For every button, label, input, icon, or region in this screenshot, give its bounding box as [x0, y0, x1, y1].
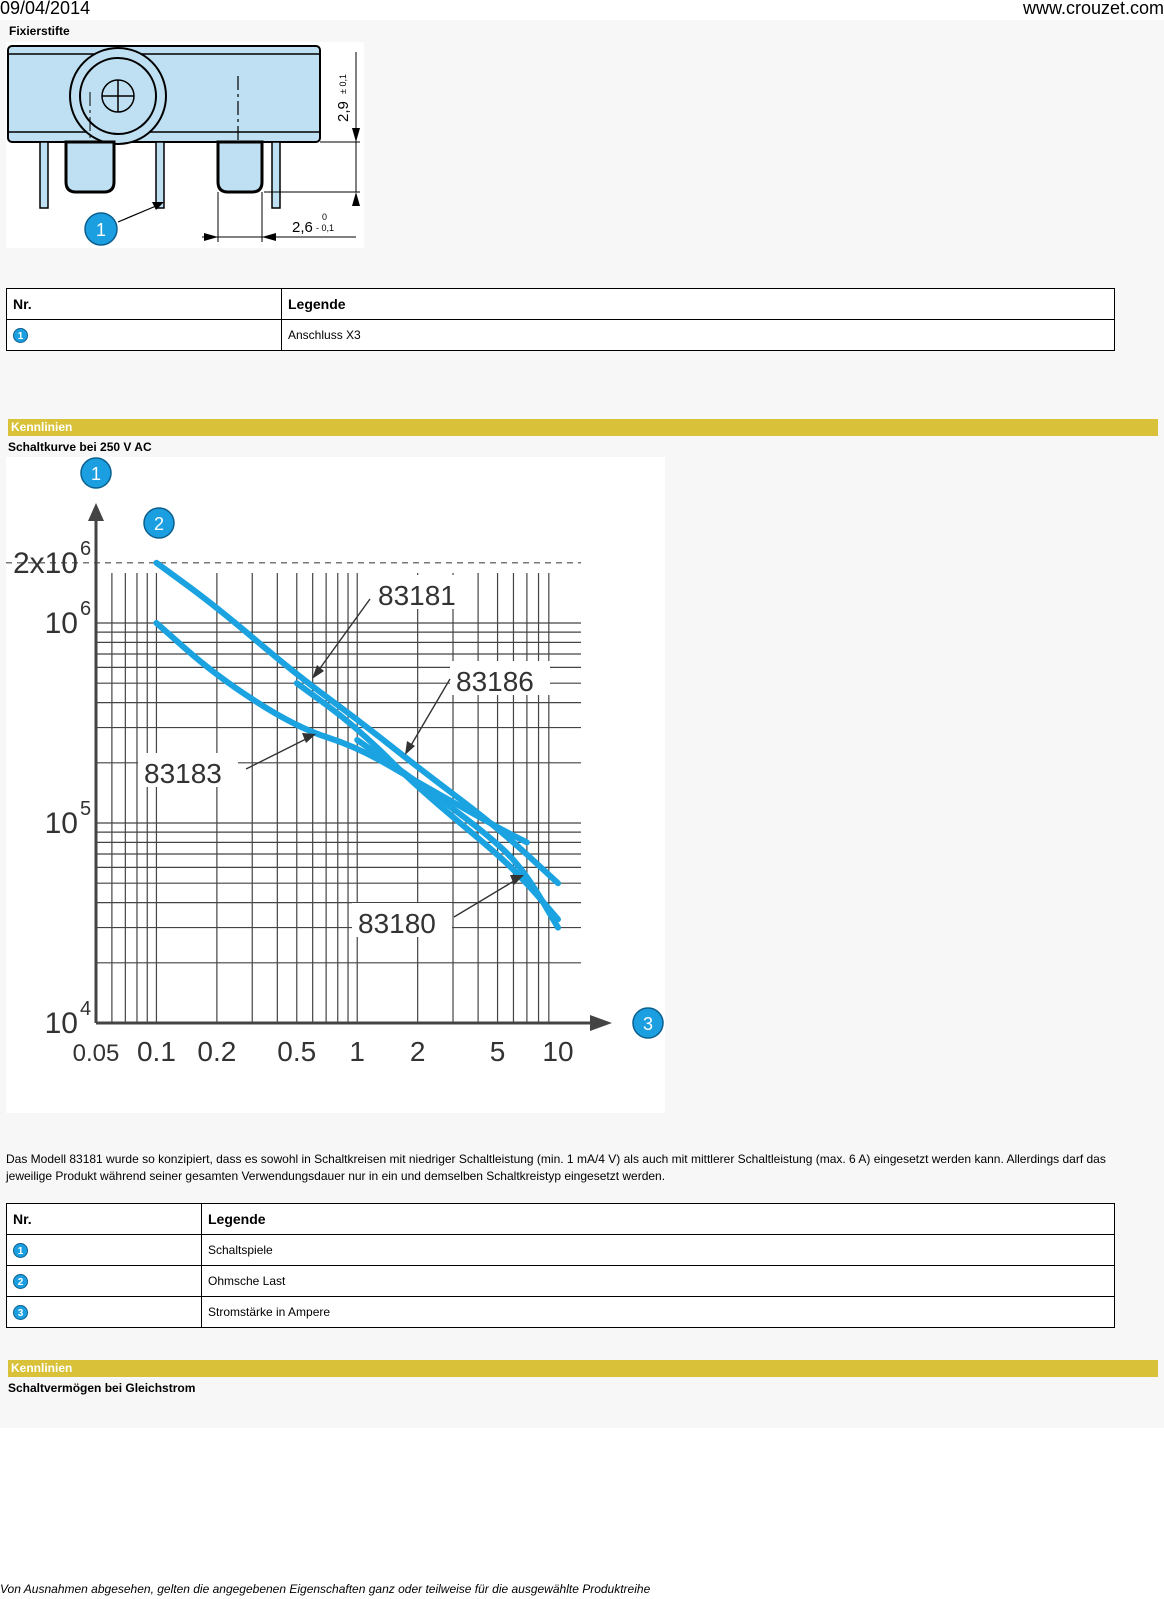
- x-tick-label: 2: [409, 1036, 426, 1067]
- x-tick-label: 1: [349, 1036, 366, 1067]
- print-date: 09/04/2014: [0, 0, 91, 18]
- section-bar-kennlinien-2: Kennlinien: [8, 1360, 1158, 1377]
- site-url[interactable]: www.crouzet.com: [1022, 0, 1164, 18]
- y-tick-exponent: 4: [80, 998, 92, 1020]
- legend-cell: Ohmsche Last: [202, 1266, 1115, 1297]
- y-tick-exponent: 6: [80, 537, 92, 560]
- col-legend-header: Legende: [202, 1204, 1115, 1235]
- legend-cell: Anschluss X3: [282, 320, 1115, 351]
- fixierstifte-drawing: [6, 42, 364, 248]
- callout-x-axis-label: 3: [642, 1014, 654, 1034]
- schaltkurve-chart: [6, 457, 665, 1113]
- y-tick-label: 2x10: [12, 546, 78, 580]
- y-tick-label: 10: [44, 807, 78, 840]
- y-tick-exponent: 6: [80, 598, 92, 620]
- section-bar-kennlinien: Kennlinien: [8, 419, 1158, 436]
- number-badge: 3: [13, 1305, 28, 1320]
- col-nr-header: Nr.: [7, 289, 282, 320]
- number-badge: 1: [13, 1243, 28, 1258]
- table-row: [7, 1266, 1115, 1297]
- footer-disclaimer: Von Ausnahmen abgesehen, gelten die angegebenen Eigenschaften ganz oder teilweise für die ausgewählte Produktreihe: [0, 1582, 651, 1596]
- dim-height-value: 2,9: [335, 101, 352, 122]
- section-title-schaltkurve: Schaltkurve bei 250 V AC: [8, 440, 152, 454]
- description-text: Das Modell 83181 wurde so konzipiert, dass es sowohl in Schaltkreisen mit niedriger Schaltleistung (min. 1 mA/4 V) als auch mit mittlerer Schaltleistung (max. 6 A) eingesetzt werden kann. Allerdings darf das jeweilige Produkt während seiner gesamten Verwendungsdauer nur in ein und demselben Schaltkreistyp eingesetzt werden.: [6, 1152, 1106, 1183]
- section-title-fixierstifte: Fixierstifte: [9, 24, 70, 38]
- svg-text:83183: 83183: [144, 758, 222, 789]
- col-nr-header: Nr.: [7, 1204, 202, 1235]
- table-row: [7, 1297, 1115, 1328]
- y-tick-label: 10: [44, 1007, 78, 1040]
- svg-text:83181: 83181: [378, 580, 456, 611]
- number-badge: 2: [13, 1274, 28, 1289]
- legend-table-1: [6, 288, 1115, 351]
- x-tick-label: 10: [542, 1036, 574, 1067]
- col-legend-header: Legende: [282, 289, 1115, 320]
- legend-cell: Schaltspiele: [202, 1235, 1115, 1266]
- section-title-gleichstrom: Schaltvermögen bei Gleichstrom: [8, 1381, 196, 1395]
- dim-width-tol-lower: - 0,1: [316, 223, 335, 233]
- x-tick-label: 0.5: [277, 1036, 317, 1067]
- svg-text:83180: 83180: [358, 908, 436, 939]
- x-tick-label: 0.05: [72, 1040, 120, 1067]
- y-tick-label: 10: [44, 607, 78, 640]
- callout-y-axis-label: 1: [90, 464, 102, 484]
- table-row: [7, 1235, 1115, 1266]
- legend-cell: Stromstärke in Ampere: [202, 1297, 1115, 1328]
- x-tick-label: 5: [489, 1036, 506, 1067]
- table-row: [7, 320, 1115, 351]
- dim-height-tolerance: ± 0,1: [338, 74, 348, 94]
- legend-table-2: [6, 1203, 1115, 1328]
- callout-ohmic-label: 2: [153, 514, 165, 534]
- dim-width-tol-upper: 0: [322, 212, 328, 222]
- dim-width-value: 2,6: [292, 219, 313, 236]
- svg-text:83186: 83186: [456, 666, 534, 697]
- x-tick-label: 0.2: [197, 1036, 237, 1067]
- number-badge: 1: [13, 328, 28, 343]
- x-tick-label: 0.1: [136, 1036, 176, 1067]
- callout-1-label: 1: [95, 220, 107, 240]
- y-tick-exponent: 5: [80, 798, 92, 820]
